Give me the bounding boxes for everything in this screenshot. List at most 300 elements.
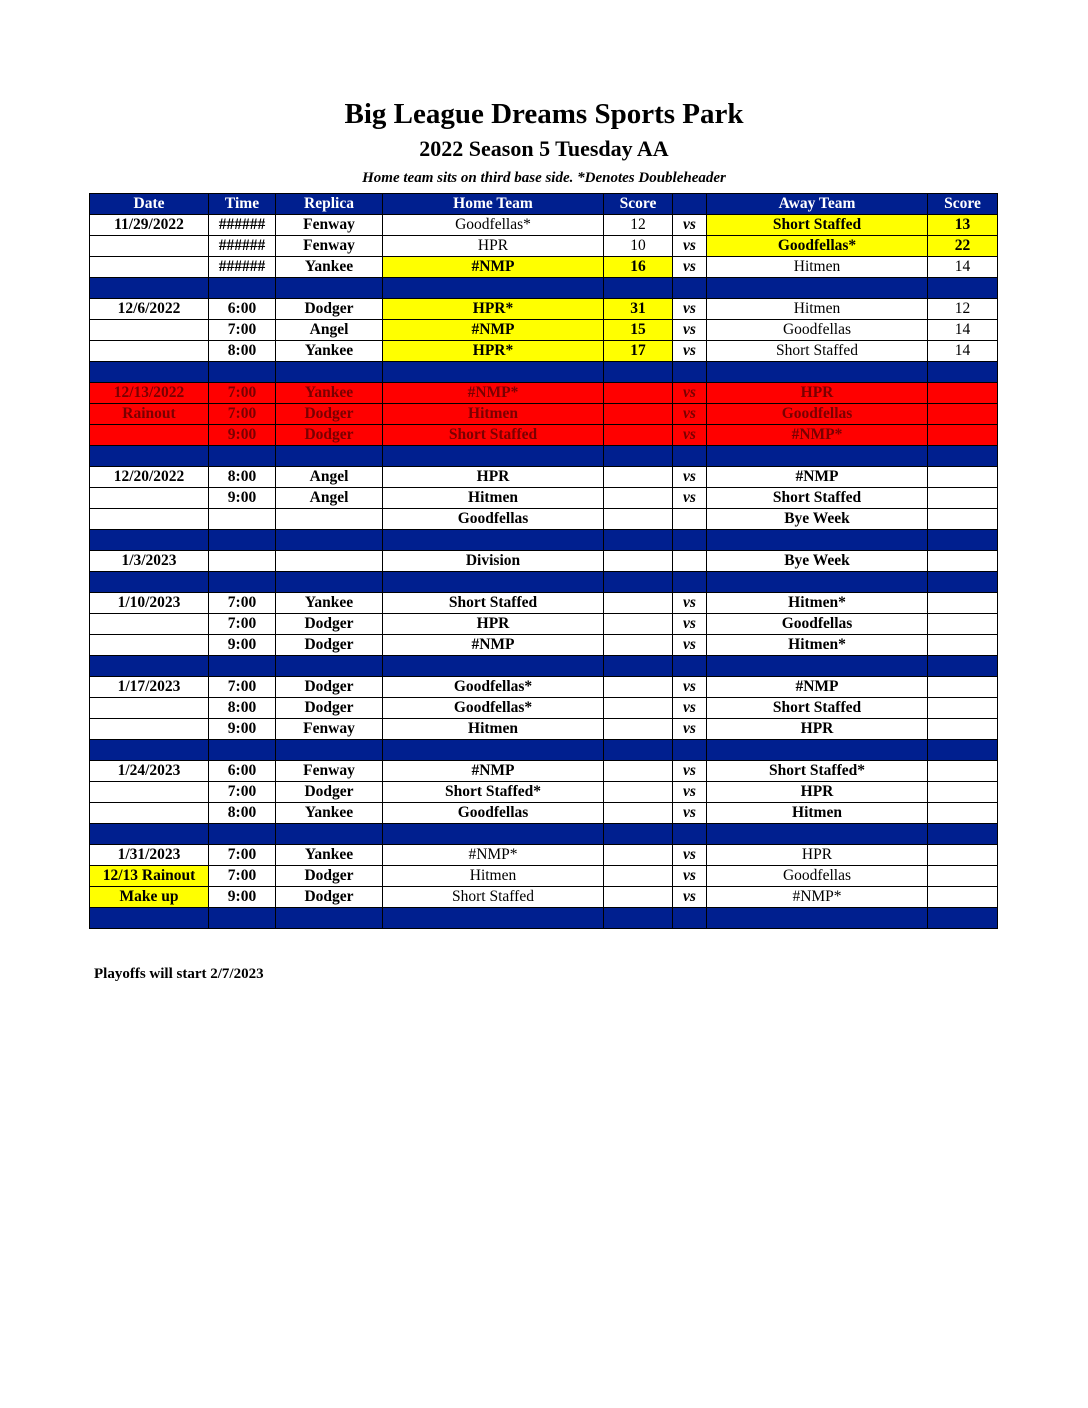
cell-date: 1/31/2023	[90, 845, 209, 866]
cell-replica: Dodger	[276, 677, 383, 698]
cell-time: 9:00	[209, 887, 276, 908]
cell-home-team: Division	[383, 551, 604, 572]
separator-cell	[276, 824, 383, 845]
cell-home-team: #NMP*	[383, 383, 604, 404]
cell-home-score	[604, 404, 673, 425]
cell-vs: vs	[673, 215, 707, 236]
cell-away-team: Short Staffed	[707, 341, 928, 362]
separator-cell	[928, 656, 998, 677]
cell-date: 1/3/2023	[90, 551, 209, 572]
cell-away-score	[928, 383, 998, 404]
separator-cell	[383, 446, 604, 467]
cell-home-score	[604, 845, 673, 866]
cell-home-score	[604, 698, 673, 719]
cell-home-team: Short Staffed	[383, 887, 604, 908]
cell-replica: Yankee	[276, 257, 383, 278]
cell-away-team: HPR	[707, 719, 928, 740]
table-row	[90, 635, 998, 656]
cell-vs: vs	[673, 677, 707, 698]
separator-cell	[276, 656, 383, 677]
cell-away-score	[928, 404, 998, 425]
separator-cell	[90, 530, 209, 551]
cell-away-team: Hitmen*	[707, 593, 928, 614]
separator-row	[90, 530, 998, 551]
cell-home-team: Hitmen	[383, 719, 604, 740]
cell-replica: Dodger	[276, 635, 383, 656]
cell-date: 12/13 Rainout	[90, 866, 209, 887]
cell-time: 7:00	[209, 320, 276, 341]
cell-time: 9:00	[209, 719, 276, 740]
separator-cell	[928, 908, 998, 929]
cell-date	[90, 341, 209, 362]
cell-home-score	[604, 803, 673, 824]
cell-vs: vs	[673, 467, 707, 488]
cell-home-team: HPR	[383, 236, 604, 257]
cell-replica: Yankee	[276, 803, 383, 824]
col-header-home-score: Score	[604, 194, 673, 215]
separator-cell	[928, 278, 998, 299]
cell-home-team: Short Staffed	[383, 425, 604, 446]
separator-cell	[90, 446, 209, 467]
col-header-vs	[673, 194, 707, 215]
cell-replica: Dodger	[276, 782, 383, 803]
separator-cell	[673, 824, 707, 845]
cell-home-score	[604, 677, 673, 698]
cell-time: ######	[209, 257, 276, 278]
separator-cell	[90, 362, 209, 383]
separator-cell	[604, 362, 673, 383]
separator-cell	[209, 656, 276, 677]
cell-away-team: Goodfellas	[707, 320, 928, 341]
cell-vs: vs	[673, 425, 707, 446]
cell-vs: vs	[673, 866, 707, 887]
cell-away-team: HPR	[707, 782, 928, 803]
cell-time: 7:00	[209, 677, 276, 698]
separator-cell	[276, 530, 383, 551]
cell-home-score	[604, 782, 673, 803]
separator-cell	[673, 908, 707, 929]
separator-cell	[209, 278, 276, 299]
cell-away-score	[928, 866, 998, 887]
cell-vs: vs	[673, 887, 707, 908]
cell-away-score	[928, 551, 998, 572]
cell-time: 6:00	[209, 299, 276, 320]
cell-time: 7:00	[209, 845, 276, 866]
table-row	[90, 257, 998, 278]
cell-vs: vs	[673, 341, 707, 362]
cell-away-team: Bye Week	[707, 551, 928, 572]
separator-cell	[673, 572, 707, 593]
cell-replica: Angel	[276, 488, 383, 509]
separator-row	[90, 824, 998, 845]
cell-away-score: 14	[928, 257, 998, 278]
cell-date	[90, 782, 209, 803]
table-row	[90, 488, 998, 509]
separator-row	[90, 740, 998, 761]
cell-date: 1/10/2023	[90, 593, 209, 614]
cell-vs: vs	[673, 299, 707, 320]
cell-replica: Dodger	[276, 425, 383, 446]
separator-row	[90, 572, 998, 593]
separator-cell	[604, 278, 673, 299]
cell-vs: vs	[673, 782, 707, 803]
cell-away-score: 14	[928, 341, 998, 362]
separator-cell	[673, 446, 707, 467]
separator-cell	[383, 908, 604, 929]
cell-time: 8:00	[209, 467, 276, 488]
separator-cell	[90, 278, 209, 299]
separator-cell	[276, 446, 383, 467]
separator-cell	[209, 824, 276, 845]
cell-replica: Fenway	[276, 236, 383, 257]
separator-cell	[673, 530, 707, 551]
col-header-away-score: Score	[928, 194, 998, 215]
cell-away-team: Short Staffed	[707, 488, 928, 509]
cell-home-team: #NMP	[383, 257, 604, 278]
cell-home-team: HPR	[383, 614, 604, 635]
table-row	[90, 782, 998, 803]
table-header-row	[90, 194, 998, 215]
cell-home-team: Goodfellas*	[383, 698, 604, 719]
cell-date	[90, 635, 209, 656]
col-header-date: Date	[90, 194, 209, 215]
cell-time: 9:00	[209, 425, 276, 446]
cell-home-team: Short Staffed*	[383, 782, 604, 803]
cell-time	[209, 509, 276, 530]
cell-replica: Dodger	[276, 614, 383, 635]
separator-cell	[928, 740, 998, 761]
separator-cell	[90, 908, 209, 929]
cell-home-team: #NMP	[383, 635, 604, 656]
separator-cell	[383, 362, 604, 383]
cell-date: Make up	[90, 887, 209, 908]
cell-away-team: Goodfellas	[707, 404, 928, 425]
cell-replica: Dodger	[276, 299, 383, 320]
cell-away-team: Hitmen	[707, 257, 928, 278]
separator-cell	[673, 278, 707, 299]
table-row	[90, 698, 998, 719]
separator-cell	[707, 740, 928, 761]
cell-date	[90, 257, 209, 278]
table-row	[90, 404, 998, 425]
cell-away-score	[928, 887, 998, 908]
separator-row	[90, 908, 998, 929]
cell-home-team: HPR	[383, 467, 604, 488]
cell-home-team: #NMP	[383, 320, 604, 341]
cell-home-score: 17	[604, 341, 673, 362]
cell-home-score	[604, 614, 673, 635]
table-row	[90, 866, 998, 887]
cell-away-team: Short Staffed*	[707, 761, 928, 782]
page-title: Big League Dreams Sports Park	[344, 98, 744, 130]
cell-home-score: 31	[604, 299, 673, 320]
cell-replica: Fenway	[276, 215, 383, 236]
separator-cell	[604, 656, 673, 677]
cell-home-score	[604, 635, 673, 656]
schedule-table	[89, 193, 998, 929]
cell-replica: Yankee	[276, 383, 383, 404]
separator-cell	[383, 572, 604, 593]
table-row	[90, 887, 998, 908]
separator-cell	[209, 362, 276, 383]
cell-away-team: Hitmen*	[707, 635, 928, 656]
cell-time: 8:00	[209, 698, 276, 719]
cell-home-score	[604, 467, 673, 488]
cell-date	[90, 425, 209, 446]
cell-away-score	[928, 509, 998, 530]
cell-vs: vs	[673, 236, 707, 257]
cell-date: 12/6/2022	[90, 299, 209, 320]
cell-away-score	[928, 467, 998, 488]
cell-home-score: 16	[604, 257, 673, 278]
cell-time: ######	[209, 236, 276, 257]
separator-cell	[673, 656, 707, 677]
table-row	[90, 320, 998, 341]
separator-cell	[383, 740, 604, 761]
cell-date	[90, 698, 209, 719]
cell-home-score: 10	[604, 236, 673, 257]
separator-row	[90, 362, 998, 383]
cell-away-score	[928, 698, 998, 719]
page-subtitle: 2022 Season 5 Tuesday AA	[419, 136, 669, 161]
cell-home-team: Goodfellas*	[383, 677, 604, 698]
table-row	[90, 341, 998, 362]
cell-time: 9:00	[209, 635, 276, 656]
separator-cell	[604, 908, 673, 929]
separator-cell	[604, 572, 673, 593]
cell-date: 12/20/2022	[90, 467, 209, 488]
cell-replica: Dodger	[276, 404, 383, 425]
cell-away-team: #NMP*	[707, 425, 928, 446]
cell-vs: vs	[673, 614, 707, 635]
cell-away-team: HPR	[707, 845, 928, 866]
cell-time: 7:00	[209, 404, 276, 425]
table-row	[90, 803, 998, 824]
cell-vs: vs	[673, 320, 707, 341]
separator-cell	[90, 740, 209, 761]
cell-replica: Yankee	[276, 341, 383, 362]
cell-replica: Angel	[276, 320, 383, 341]
schedule-note: Home team sits on third base side. *Denotes Doubleheader	[362, 170, 726, 186]
cell-replica: Dodger	[276, 887, 383, 908]
cell-away-team: #NMP	[707, 677, 928, 698]
cell-vs: vs	[673, 404, 707, 425]
table-row	[90, 614, 998, 635]
cell-home-team: Goodfellas*	[383, 215, 604, 236]
cell-date	[90, 803, 209, 824]
separator-cell	[707, 446, 928, 467]
cell-away-score	[928, 677, 998, 698]
cell-away-score: 14	[928, 320, 998, 341]
separator-cell	[604, 530, 673, 551]
cell-home-score	[604, 425, 673, 446]
cell-away-team: Goodfellas*	[707, 236, 928, 257]
table-row	[90, 299, 998, 320]
separator-cell	[276, 908, 383, 929]
table-row	[90, 845, 998, 866]
separator-cell	[209, 740, 276, 761]
table-row	[90, 509, 998, 530]
col-header-replica: Replica	[276, 194, 383, 215]
cell-vs: vs	[673, 488, 707, 509]
separator-cell	[383, 278, 604, 299]
cell-home-score	[604, 593, 673, 614]
cell-home-score	[604, 488, 673, 509]
col-header-away-team: Away Team	[707, 194, 928, 215]
separator-cell	[707, 278, 928, 299]
cell-home-team: #NMP*	[383, 845, 604, 866]
cell-home-score	[604, 509, 673, 530]
cell-home-team: Goodfellas	[383, 803, 604, 824]
cell-home-score	[604, 866, 673, 887]
col-header-time: Time	[209, 194, 276, 215]
separator-cell	[209, 446, 276, 467]
cell-date: 1/24/2023	[90, 761, 209, 782]
separator-cell	[707, 824, 928, 845]
cell-vs: vs	[673, 761, 707, 782]
cell-vs	[673, 509, 707, 530]
cell-date: 1/17/2023	[90, 677, 209, 698]
schedule-body	[90, 215, 998, 929]
cell-vs: vs	[673, 719, 707, 740]
cell-home-team: HPR*	[383, 341, 604, 362]
cell-away-score	[928, 425, 998, 446]
separator-cell	[707, 572, 928, 593]
table-row	[90, 467, 998, 488]
cell-away-team: Goodfellas	[707, 614, 928, 635]
cell-replica	[276, 509, 383, 530]
cell-time: ######	[209, 215, 276, 236]
separator-cell	[928, 446, 998, 467]
cell-time: 7:00	[209, 383, 276, 404]
cell-time: 7:00	[209, 593, 276, 614]
separator-cell	[673, 740, 707, 761]
table-row	[90, 593, 998, 614]
cell-time: 9:00	[209, 488, 276, 509]
cell-home-score	[604, 383, 673, 404]
cell-home-team: Hitmen	[383, 488, 604, 509]
cell-replica: Yankee	[276, 593, 383, 614]
table-row	[90, 215, 998, 236]
table-row	[90, 761, 998, 782]
cell-away-score	[928, 782, 998, 803]
cell-vs: vs	[673, 257, 707, 278]
cell-away-team: Short Staffed	[707, 215, 928, 236]
cell-home-team: Hitmen	[383, 404, 604, 425]
separator-cell	[209, 908, 276, 929]
cell-away-score	[928, 593, 998, 614]
table-row	[90, 551, 998, 572]
separator-cell	[90, 656, 209, 677]
separator-cell	[209, 530, 276, 551]
cell-vs	[673, 551, 707, 572]
separator-cell	[707, 362, 928, 383]
cell-home-team: #NMP	[383, 761, 604, 782]
cell-home-team: Short Staffed	[383, 593, 604, 614]
separator-cell	[928, 572, 998, 593]
cell-vs: vs	[673, 698, 707, 719]
cell-vs: vs	[673, 845, 707, 866]
cell-time: 7:00	[209, 866, 276, 887]
separator-cell	[928, 824, 998, 845]
cell-away-score	[928, 803, 998, 824]
cell-time	[209, 551, 276, 572]
cell-home-score	[604, 719, 673, 740]
separator-cell	[276, 740, 383, 761]
cell-home-score: 12	[604, 215, 673, 236]
separator-cell	[604, 824, 673, 845]
cell-away-team: Hitmen	[707, 299, 928, 320]
separator-row	[90, 278, 998, 299]
cell-time: 7:00	[209, 782, 276, 803]
cell-vs: vs	[673, 593, 707, 614]
cell-away-score	[928, 635, 998, 656]
col-header-home-team: Home Team	[383, 194, 604, 215]
separator-cell	[90, 824, 209, 845]
table-row	[90, 719, 998, 740]
separator-cell	[383, 656, 604, 677]
cell-home-score: 15	[604, 320, 673, 341]
separator-row	[90, 446, 998, 467]
separator-cell	[673, 362, 707, 383]
table-row	[90, 236, 998, 257]
cell-time: 6:00	[209, 761, 276, 782]
cell-vs: vs	[673, 635, 707, 656]
cell-replica: Yankee	[276, 845, 383, 866]
separator-cell	[383, 824, 604, 845]
cell-time: 7:00	[209, 614, 276, 635]
cell-date	[90, 488, 209, 509]
cell-away-score: 13	[928, 215, 998, 236]
cell-home-team: Goodfellas	[383, 509, 604, 530]
separator-cell	[276, 278, 383, 299]
separator-cell	[604, 740, 673, 761]
cell-time: 8:00	[209, 803, 276, 824]
separator-cell	[707, 656, 928, 677]
cell-replica: Fenway	[276, 761, 383, 782]
separator-cell	[707, 530, 928, 551]
cell-home-score	[604, 551, 673, 572]
cell-date: Rainout	[90, 404, 209, 425]
cell-vs: vs	[673, 383, 707, 404]
table-row	[90, 383, 998, 404]
separator-cell	[928, 530, 998, 551]
separator-cell	[928, 362, 998, 383]
cell-time: 8:00	[209, 341, 276, 362]
cell-away-team: Hitmen	[707, 803, 928, 824]
cell-replica: Dodger	[276, 866, 383, 887]
separator-cell	[383, 530, 604, 551]
cell-away-score	[928, 719, 998, 740]
cell-home-team: HPR*	[383, 299, 604, 320]
cell-home-team: Hitmen	[383, 866, 604, 887]
separator-cell	[707, 908, 928, 929]
cell-away-score	[928, 761, 998, 782]
cell-away-team: HPR	[707, 383, 928, 404]
cell-replica: Angel	[276, 467, 383, 488]
table-row	[90, 677, 998, 698]
cell-away-score	[928, 614, 998, 635]
cell-date: 11/29/2022	[90, 215, 209, 236]
cell-date	[90, 320, 209, 341]
playoffs-note: Playoffs will start 2/7/2023	[94, 966, 264, 982]
separator-cell	[276, 362, 383, 383]
separator-cell	[209, 572, 276, 593]
cell-replica: Fenway	[276, 719, 383, 740]
cell-away-score	[928, 845, 998, 866]
cell-home-score	[604, 887, 673, 908]
separator-row	[90, 656, 998, 677]
